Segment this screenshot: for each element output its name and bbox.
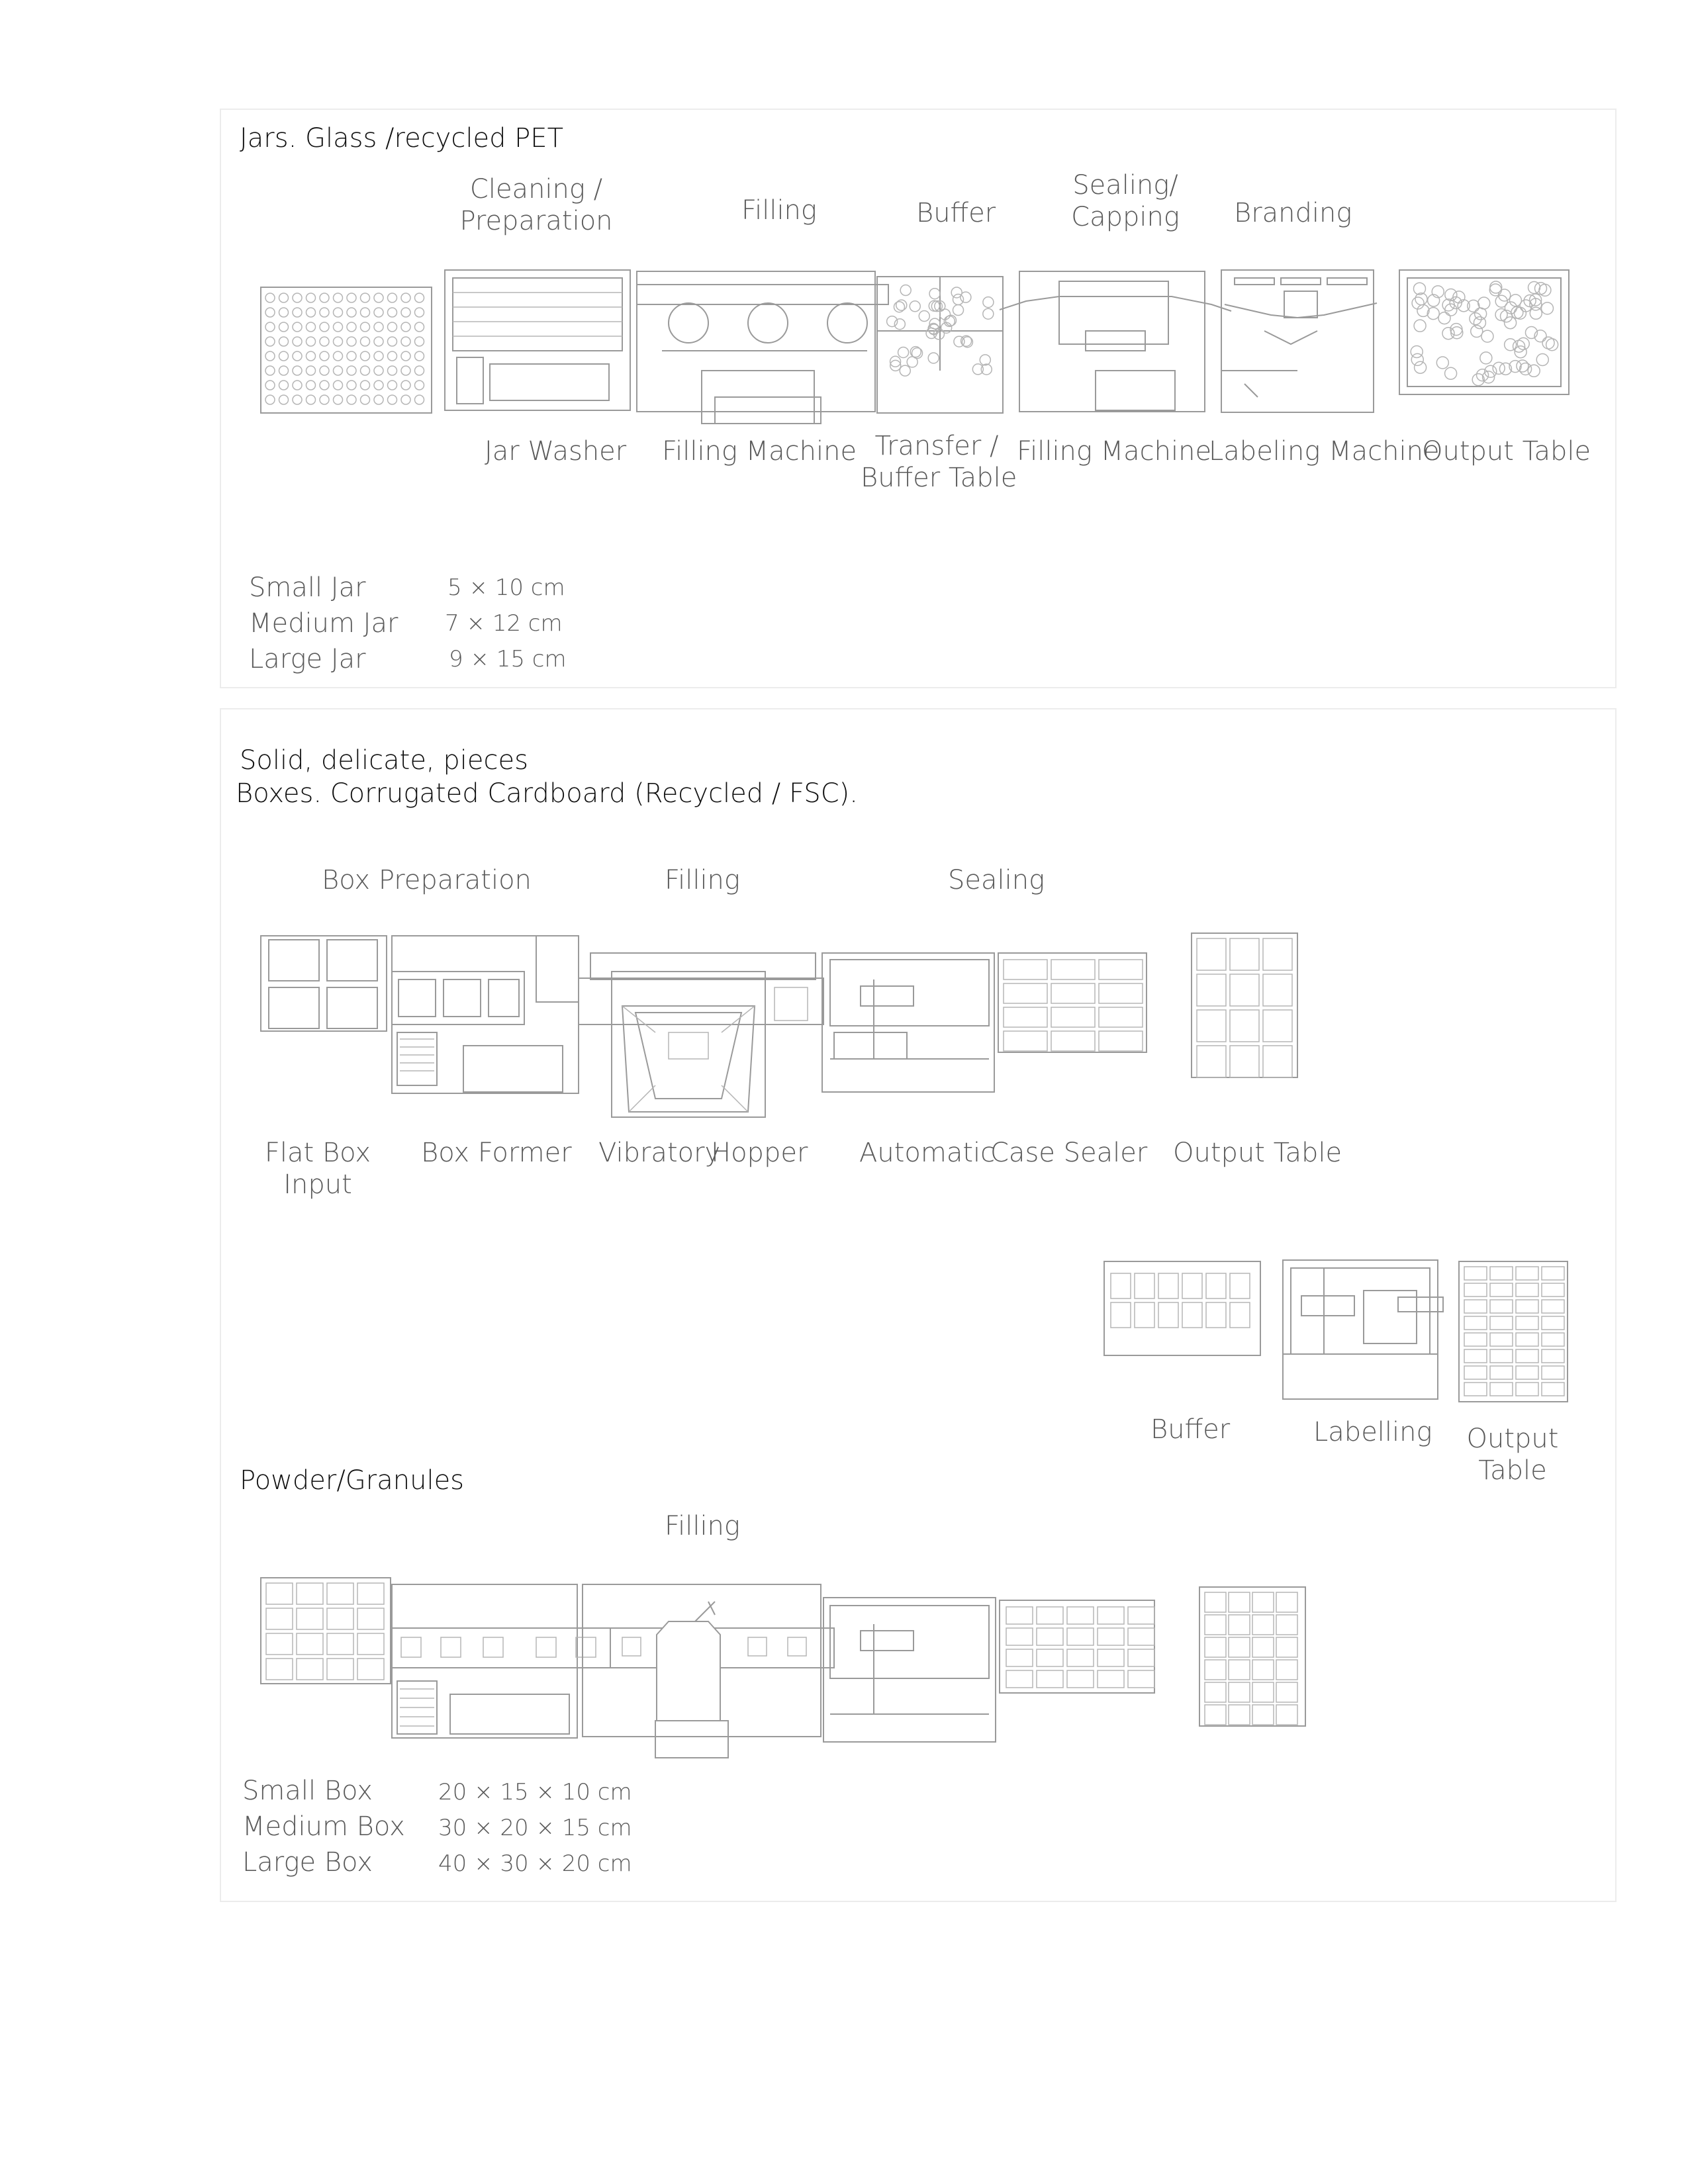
powder-box-input	[261, 1578, 391, 1684]
powder-input-box	[327, 1633, 353, 1655]
powder-input-box	[266, 1608, 293, 1629]
powder-sealed-box	[1067, 1607, 1094, 1624]
jars-title: Jars. Glass /recycled PET	[240, 123, 564, 154]
output-box	[1542, 1333, 1564, 1346]
label-transfer-line1: Transfer /	[874, 431, 999, 461]
powder-input-box	[327, 1608, 353, 1629]
powder-output-box	[1229, 1682, 1250, 1702]
sealed-box	[1099, 1007, 1143, 1027]
buffer-table	[1104, 1261, 1260, 1355]
powder-output-box	[1205, 1637, 1226, 1657]
sealed-box	[1051, 983, 1095, 1003]
powder-input-box	[357, 1608, 384, 1629]
output-box	[1542, 1300, 1564, 1313]
powder-output-box	[1276, 1682, 1297, 1702]
output-box	[1263, 938, 1292, 970]
sealed-box	[1004, 983, 1047, 1003]
label-box-former: Box Former	[421, 1138, 572, 1168]
powder-output-box	[1276, 1660, 1297, 1680]
powder-sealed-box	[1037, 1607, 1063, 1624]
powder-output-box	[1205, 1705, 1226, 1725]
output-box	[1464, 1316, 1487, 1330]
powder-output-box	[1229, 1592, 1250, 1612]
powder-input-box	[297, 1633, 323, 1655]
output-box	[1490, 1283, 1513, 1297]
sealed-box	[1099, 1031, 1143, 1051]
output-box	[1197, 1046, 1226, 1077]
powder-output-box	[1276, 1615, 1297, 1635]
powder-input-box	[357, 1659, 384, 1680]
powder-sealed-box	[1037, 1628, 1063, 1645]
stage-sealing-line2: Capping	[1071, 202, 1180, 232]
powder-output-box	[1276, 1705, 1297, 1725]
stage-sealing-line1: Sealing/	[1072, 170, 1178, 201]
label-hopper: Hopper	[711, 1138, 808, 1168]
stage-filling-powder: Filling	[665, 1511, 740, 1541]
powder-output-box	[1229, 1637, 1250, 1657]
sealed-box	[1051, 960, 1095, 979]
output-box	[1263, 1010, 1292, 1042]
buffer-box	[1230, 1302, 1250, 1328]
stage-cleaning-line1: Cleaning /	[469, 174, 603, 205]
output-box	[1464, 1283, 1487, 1297]
output-box	[1542, 1349, 1564, 1363]
output-box	[1490, 1349, 1513, 1363]
powder-sealed-box	[1006, 1670, 1033, 1688]
powder-output-table	[1199, 1587, 1305, 1726]
powder-output-box	[1252, 1637, 1274, 1657]
powder-input-box	[357, 1583, 384, 1604]
powder-output-box	[1229, 1660, 1250, 1680]
output-box	[1516, 1316, 1538, 1330]
output-box	[1464, 1267, 1487, 1280]
output-box	[1464, 1349, 1487, 1363]
label-labeling-machine: Labeling Machine	[1209, 436, 1440, 467]
output-box	[1516, 1283, 1538, 1297]
powder-box-former	[392, 1584, 610, 1738]
powder-sealed-box	[1098, 1670, 1124, 1688]
output-box	[1490, 1383, 1513, 1396]
powder-sealed-box	[1037, 1670, 1063, 1688]
buffer-box	[1135, 1302, 1154, 1328]
box-size-dims-small: 20 × 15 × 10 cm	[438, 1779, 632, 1805]
powder-case-sealer	[823, 1598, 996, 1742]
buffer-box	[1206, 1302, 1226, 1328]
label-buffer: Buffer	[1150, 1414, 1231, 1445]
label-filling-machine-1: Filling Machine	[662, 436, 857, 467]
powder-sealed-box	[1006, 1607, 1033, 1624]
box-former-machine	[392, 936, 579, 1093]
label-jar-washer: Jar Washer	[485, 436, 627, 467]
label-extra-output-line2: Table	[1478, 1455, 1547, 1486]
powder-sealed-box	[1098, 1607, 1124, 1624]
box-size-name-large: Large Box	[242, 1847, 373, 1878]
powder-sealed-box	[1098, 1628, 1124, 1645]
output-box	[1490, 1316, 1513, 1330]
box-size-dims-medium: 30 × 20 × 15 cm	[438, 1815, 632, 1841]
output-box	[1230, 938, 1259, 970]
powder-input-box	[327, 1659, 353, 1680]
label-case-sealer: Case Sealer	[990, 1138, 1148, 1168]
stage-filling-jars: Filling	[741, 195, 817, 226]
stage-filling-boxes: Filling	[665, 865, 740, 895]
output-box	[1542, 1267, 1564, 1280]
label-box-output-table: Output Table	[1173, 1138, 1342, 1168]
output-box	[1490, 1333, 1513, 1346]
powder-input-box	[266, 1659, 293, 1680]
output-box	[1230, 1046, 1259, 1077]
powder-output-box	[1205, 1660, 1226, 1680]
powder-sealed-grid	[1000, 1600, 1154, 1693]
label-automatic: Automatic	[859, 1138, 996, 1168]
output-box	[1197, 1010, 1226, 1042]
output-box	[1542, 1283, 1564, 1297]
powder-input-box	[297, 1659, 323, 1680]
buffer-box	[1182, 1302, 1202, 1328]
stage-branding: Branding	[1234, 198, 1352, 228]
powder-sealed-box	[1067, 1649, 1094, 1666]
powder-sealed-box	[1128, 1628, 1154, 1645]
output-box	[1230, 974, 1259, 1006]
output-box	[1542, 1316, 1564, 1330]
label-transfer-line2: Buffer Table	[861, 463, 1017, 493]
jar-size-dims-small: 5 × 10 cm	[447, 574, 565, 601]
output-box	[1516, 1267, 1538, 1280]
flat-box-input	[261, 936, 387, 1031]
stage-buffer-jars: Buffer	[916, 198, 996, 228]
output-box	[1516, 1300, 1538, 1313]
powder-sealed-box	[1098, 1649, 1124, 1666]
powder-output-box	[1229, 1705, 1250, 1725]
output-box	[1197, 974, 1226, 1006]
powder-output-box	[1252, 1660, 1274, 1680]
label-labelling: Labelling	[1313, 1417, 1432, 1447]
box-output-table	[1192, 933, 1297, 1077]
sealed-box	[1051, 1007, 1095, 1027]
powder-sealed-box	[1067, 1670, 1094, 1688]
label-flat-box-input	[252, 1137, 384, 1201]
sealed-boxes-grid	[998, 953, 1147, 1052]
powder-input-box	[297, 1608, 323, 1629]
output-box	[1516, 1349, 1538, 1363]
output-box	[1516, 1366, 1538, 1379]
powder-output-box	[1276, 1592, 1297, 1612]
box-size-name-small: Small Box	[242, 1776, 373, 1806]
output-box	[1490, 1366, 1513, 1379]
label-extra-output-table	[1450, 1423, 1575, 1486]
sealed-box	[1004, 1031, 1047, 1051]
output-box	[1197, 938, 1226, 970]
output-box	[1516, 1383, 1538, 1396]
buffer-box	[1158, 1302, 1178, 1328]
output-box	[1490, 1300, 1513, 1313]
powder-sealed-box	[1037, 1649, 1063, 1666]
label-filling-machine-2: Filling Machine	[1017, 436, 1212, 467]
buffer-box	[1158, 1273, 1178, 1298]
label-jar-output-table: Output Table	[1422, 436, 1591, 467]
output-box	[1464, 1383, 1487, 1396]
jar-size-name-small: Small Jar	[249, 572, 366, 603]
powder-input-box	[266, 1583, 293, 1604]
boxes-title: Boxes. Corrugated Cardboard (Recycled / FSC).	[236, 778, 858, 809]
powder-sealed-box	[1128, 1649, 1154, 1666]
box-size-name-medium: Medium Box	[242, 1811, 405, 1842]
jar-size-name-medium: Medium Jar	[249, 608, 399, 639]
label-flat-box-line2: Input	[283, 1169, 352, 1200]
jar-size-dims-large: 9 × 15 cm	[449, 646, 567, 672]
buffer-box	[1111, 1273, 1131, 1298]
output-box	[1490, 1267, 1513, 1280]
powder-sealed-box	[1128, 1607, 1154, 1624]
output-box	[1542, 1383, 1564, 1396]
powder-input-box	[327, 1583, 353, 1604]
output-box	[1464, 1366, 1487, 1379]
buffer-box	[1230, 1273, 1250, 1298]
sealed-box	[1099, 960, 1143, 979]
powder-output-box	[1205, 1615, 1226, 1635]
powder-title: Powder/Granules	[240, 1465, 465, 1496]
sealed-box	[1051, 1031, 1095, 1051]
output-box	[1230, 1010, 1259, 1042]
sealed-box	[1004, 960, 1047, 979]
powder-sealed-box	[1006, 1628, 1033, 1645]
vibratory-hopper	[579, 953, 823, 1117]
box-size-dims-large: 40 × 30 × 20 cm	[438, 1850, 632, 1877]
jar-size-dims-medium: 7 × 12 cm	[445, 610, 563, 637]
boxes-subtitle: Solid, delicate, pieces	[240, 745, 528, 776]
output-box	[1263, 1046, 1292, 1077]
buffer-box	[1182, 1273, 1202, 1298]
powder-output-box	[1205, 1682, 1226, 1702]
powder-output-box	[1276, 1637, 1297, 1657]
powder-output-box	[1252, 1615, 1274, 1635]
powder-input-box	[357, 1633, 384, 1655]
jar-size-name-large: Large Jar	[249, 644, 366, 674]
label-flat-box-line1: Flat Box	[264, 1138, 371, 1168]
powder-output-box	[1252, 1592, 1274, 1612]
powder-filling-machine	[583, 1584, 834, 1758]
labelled-output-table	[1459, 1261, 1568, 1402]
output-box	[1516, 1333, 1538, 1346]
label-extra-output-line1: Output	[1466, 1424, 1559, 1454]
powder-output-box	[1205, 1592, 1226, 1612]
powder-sealed-box	[1067, 1628, 1094, 1645]
powder-output-box	[1229, 1615, 1250, 1635]
powder-output-box	[1252, 1682, 1274, 1702]
stage-box-preparation: Box Preparation	[322, 865, 532, 895]
output-box	[1464, 1333, 1487, 1346]
powder-input-box	[297, 1583, 323, 1604]
buffer-box	[1111, 1302, 1131, 1328]
sealed-box	[1004, 1007, 1047, 1027]
buffer-box	[1135, 1273, 1154, 1298]
sealed-box	[1099, 983, 1143, 1003]
label-vibratory: Vibratory	[598, 1138, 721, 1168]
labelling-machine	[1283, 1260, 1443, 1399]
output-box	[1263, 974, 1292, 1006]
automatic-case-sealer	[822, 953, 994, 1092]
powder-input-box	[266, 1633, 293, 1655]
stage-sealing-boxes: Sealing	[948, 865, 1045, 895]
powder-sealed-box	[1128, 1670, 1154, 1688]
powder-sealed-box	[1006, 1649, 1033, 1666]
stage-cleaning-line2: Preparation	[459, 206, 613, 236]
powder-output-box	[1252, 1705, 1274, 1725]
output-box	[1542, 1366, 1564, 1379]
output-box	[1464, 1300, 1487, 1313]
buffer-box	[1206, 1273, 1226, 1298]
